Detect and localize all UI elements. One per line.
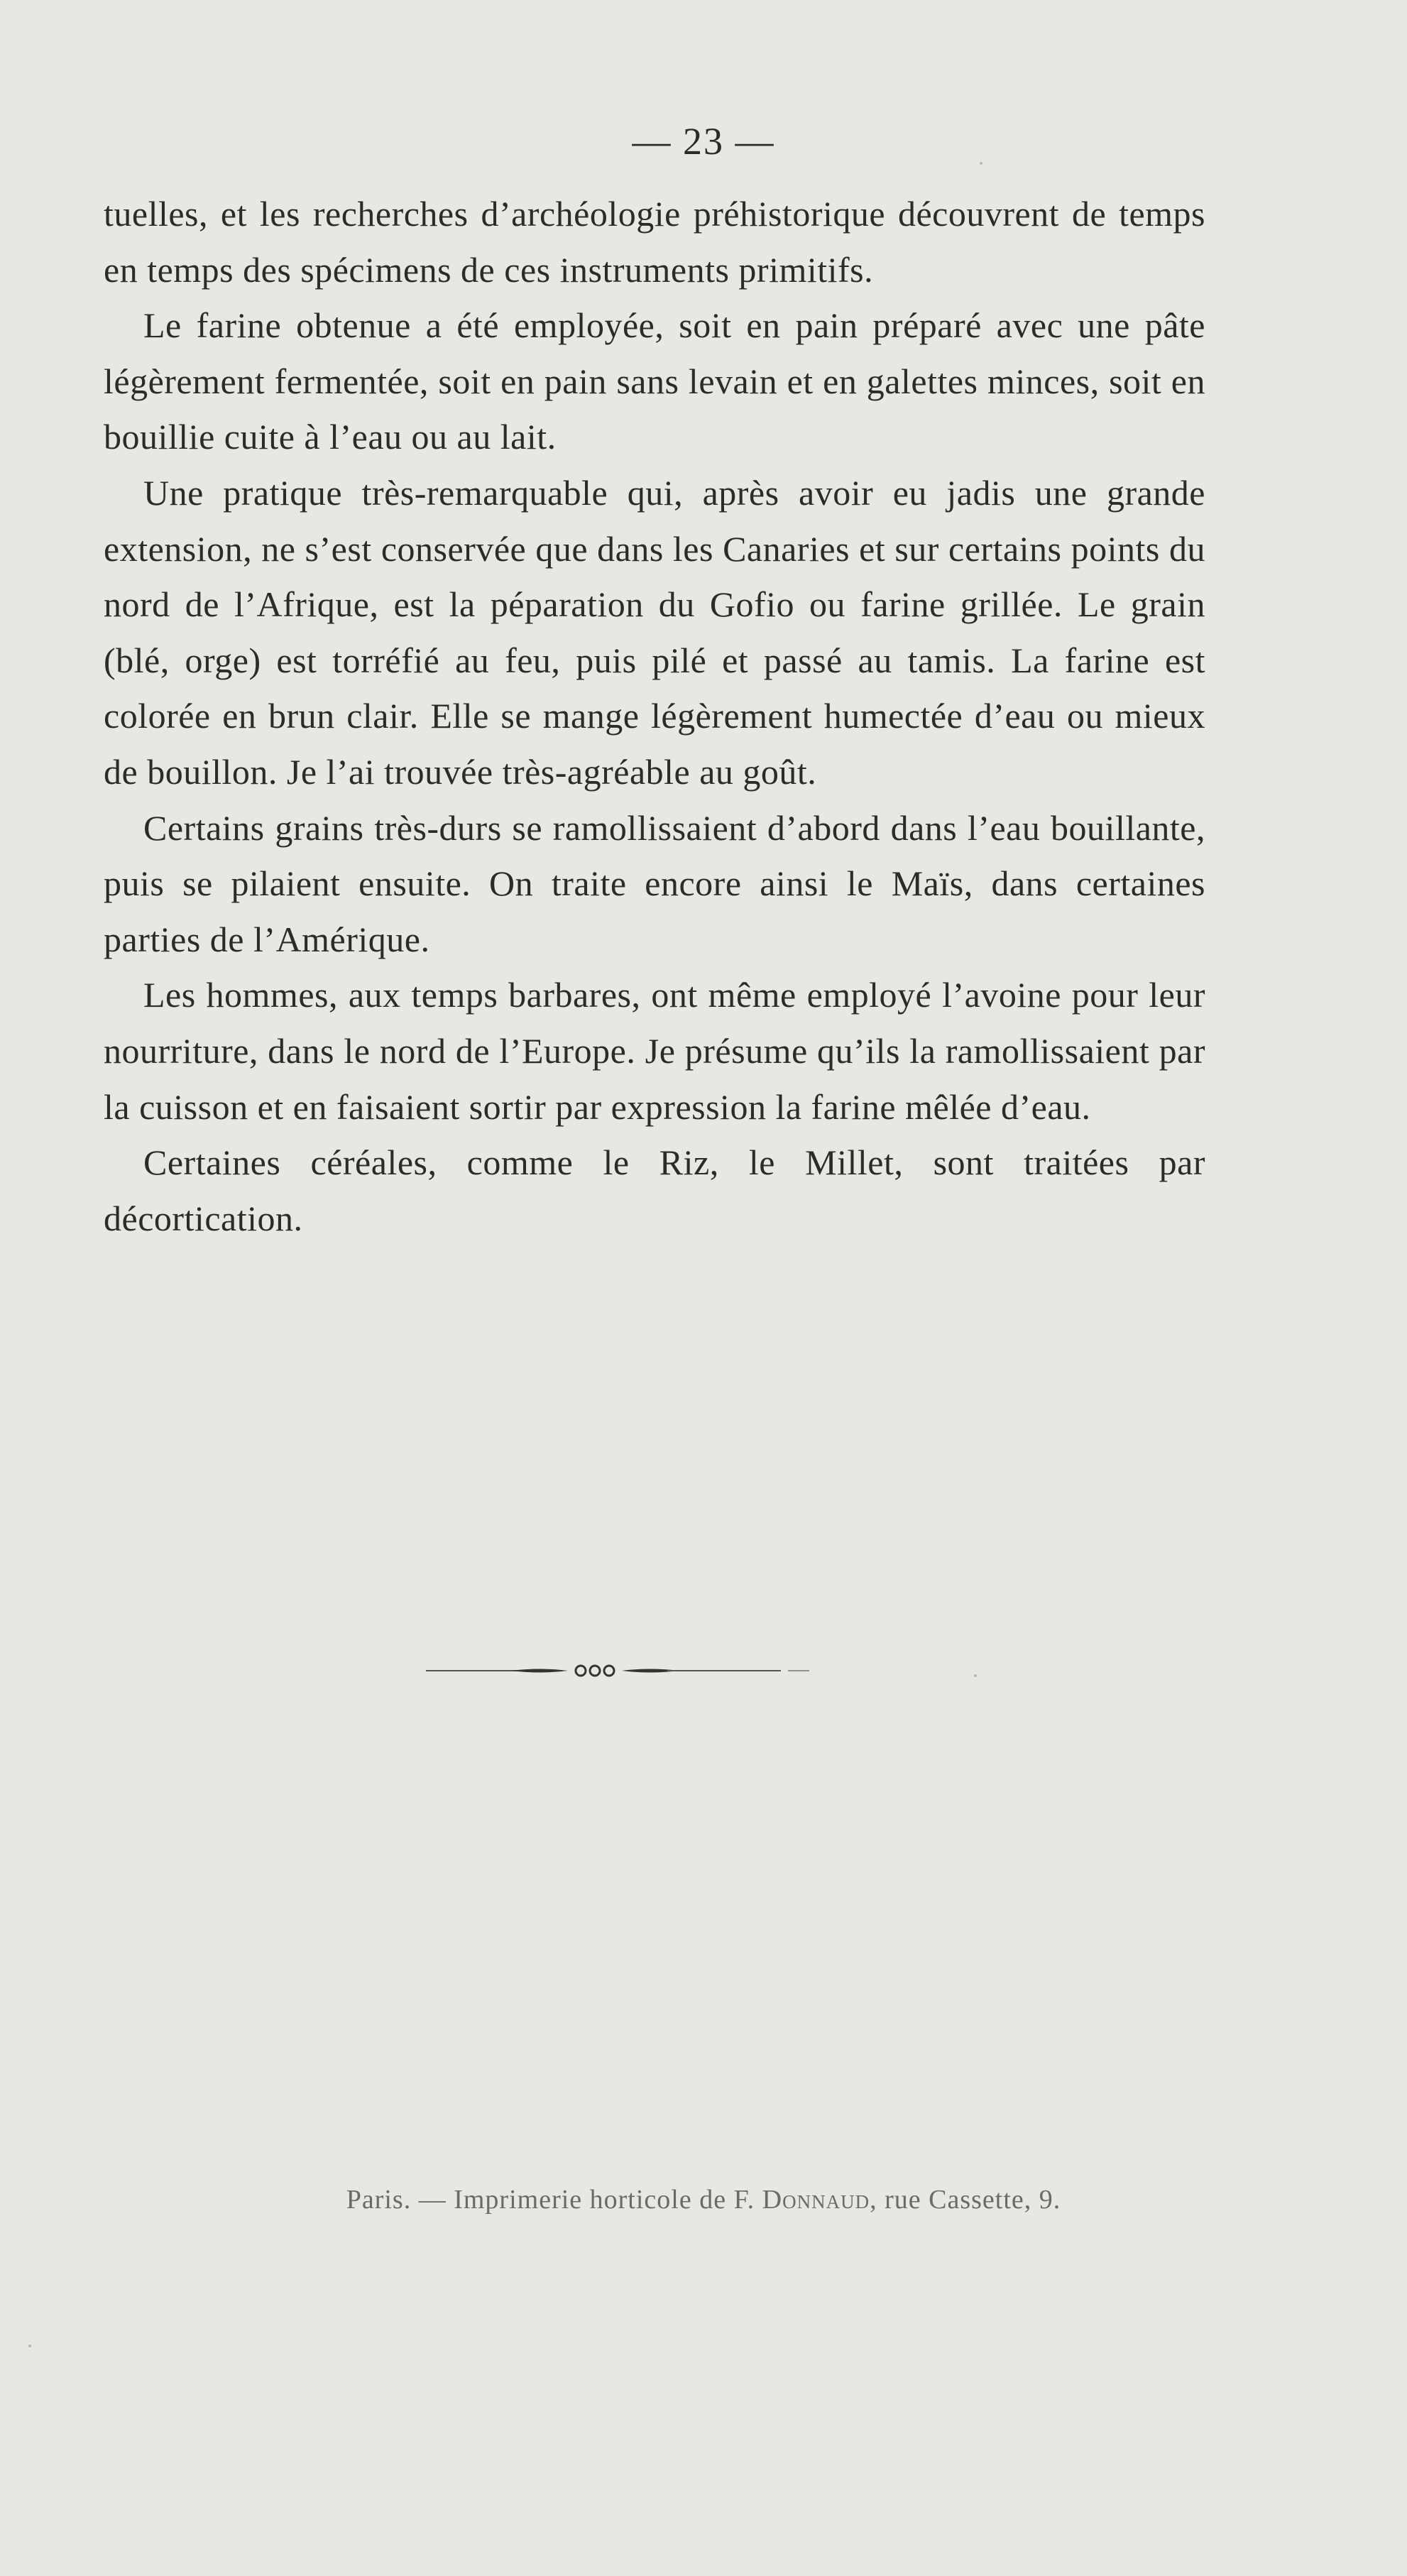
printer-colophon [0,2184,1407,2215]
paragraph: tuelles, et les recherches d’archéologie préhistorique découvrent de temps en temps des spécimens de ces instruments primitifs. [104,194,1205,290]
paragraph: Les hommes, aux temps barbares, ont même employé l’avoine pour leur nourriture, dans le nord de l’Europe. Je présume qu’ils la ramollissaient par la cuisson et en faisaient sortir par expression la farine mêlée d’eau. [104,975,1205,1127]
paper-speck [980,162,982,165]
page-number: — 23 — [632,120,775,163]
colophon-suffix: , rue Cassette, 9. [870,2185,1061,2215]
paper-speck [28,2345,31,2347]
colophon-prefix: Paris. — Imprimerie horticole de F. [346,2185,762,2215]
ornamental-rule-icon [426,1660,809,1681]
paragraph: Le farine obtenue a été employée, soit en pain préparé avec une pâte légèrement fermentée, soit en pain sans levain et en galettes minces, soit en bouillie cuite à l’eau ou au lait. [104,305,1205,457]
paragraph: Une pratique très-remarquable qui, après avoir eu jadis une grande extension, ne s’est conservée que dans les Canaries et sur certains points du nord de l’Afrique, est la péparation du Gofio ou farine grillée. Le grain (blé, orge) est torréfié au feu, puis pilé et passé au tamis. La farine est colorée en brun clair. Elle se mange légèrement humectée d’eau ou mieux de bouillon. Je l’ai trouvée très-agréable au goût. [104,472,1205,792]
paragraph: Certaines céréales, comme le Riz, le Millet, sont traitées par décortication. [104,1142,1205,1238]
paragraph: Certains grains très-durs se ramollissaient d’abord dans l’eau bouillante, puis se pilaient ensuite. On traite encore ainsi le Maïs, dans certaines parties de l’Amérique. [104,807,1205,959]
paper-speck [974,1674,977,1677]
colophon-printer-name: Donnaud [762,2185,870,2215]
body-text [104,186,1205,1246]
